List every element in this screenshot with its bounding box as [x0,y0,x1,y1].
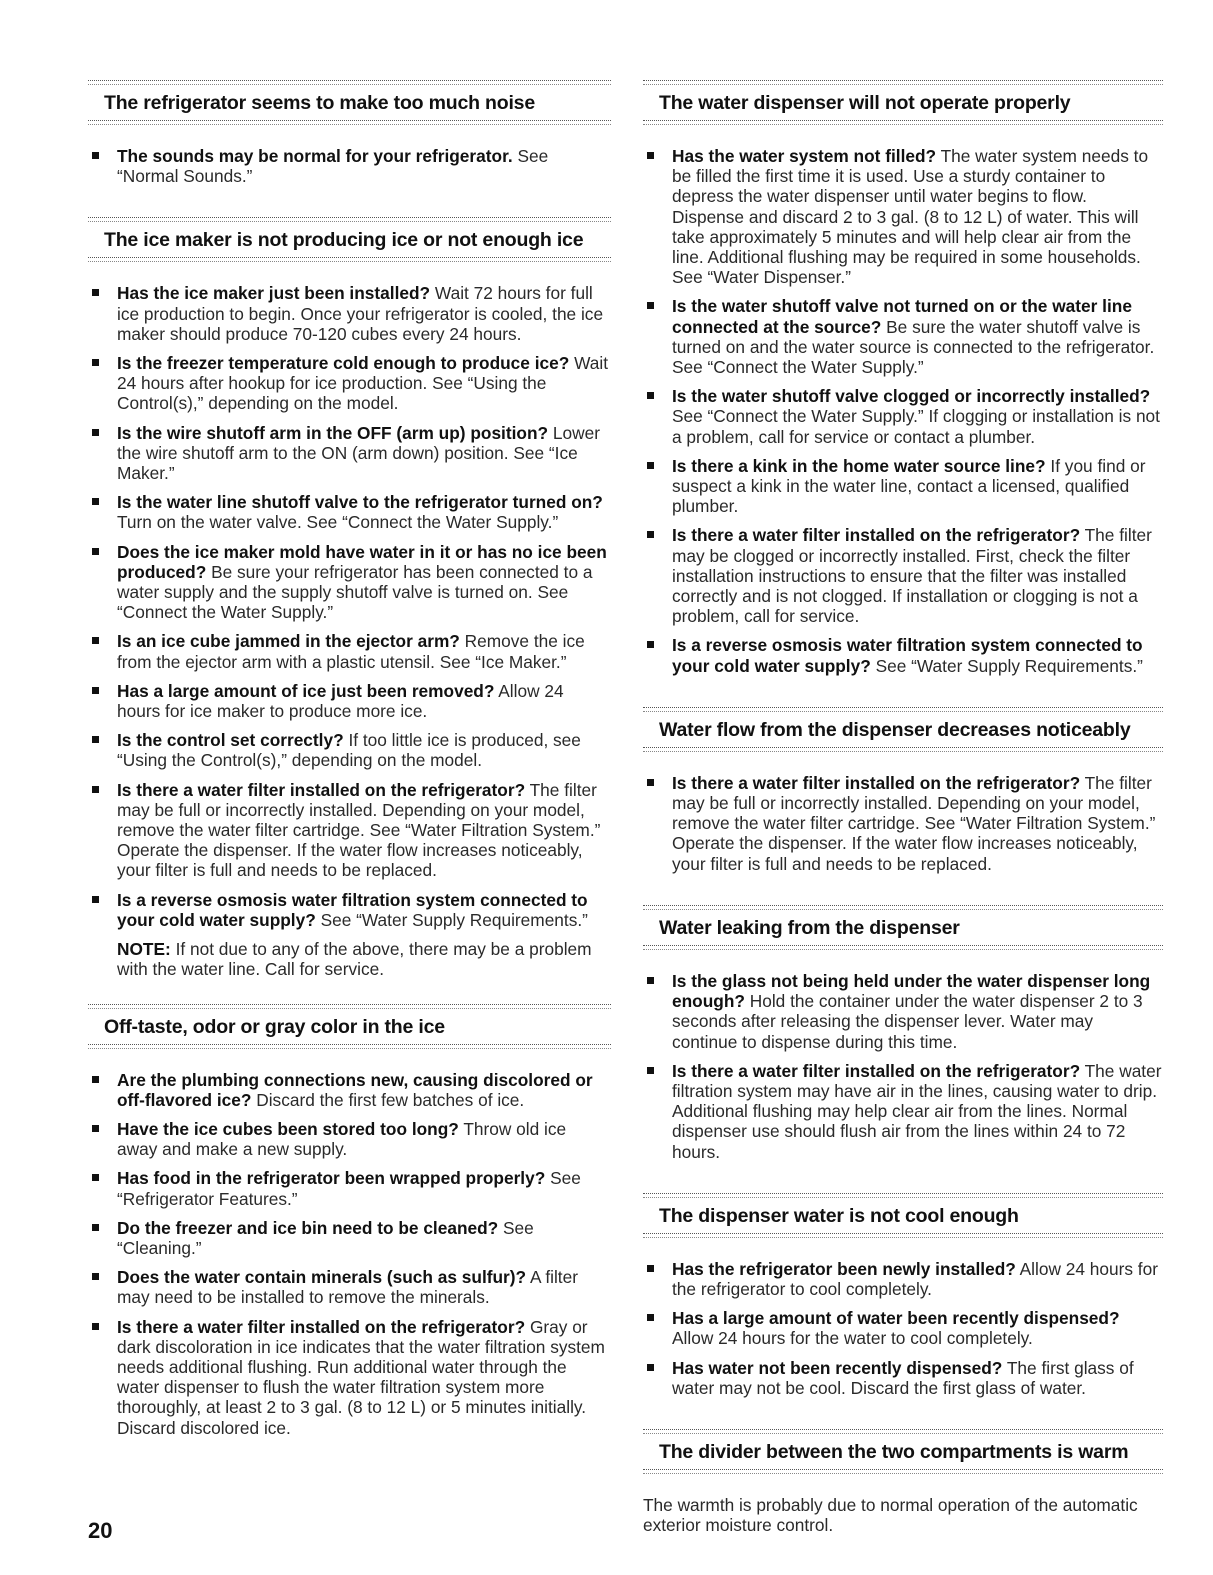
answer: Discard the first few batches of ice. [251,1089,525,1110]
note-text: If not due to any of the above, there may be a problem with the water line. Call for service. [117,939,592,980]
answer: The filter may be clogged or incorrectly installed. First, check the filter installation instructions to ensure that the filter was installed correctly and is not clogged. If installation or clogging is not a problem, call for service. [672,525,1152,627]
question: Is there a water filter installed on the refrigerator? [672,772,1081,793]
list-item [88,730,611,770]
question: Has the refrigerator been newly installed? [672,1258,1016,1279]
answer: Turn on the water valve. See “Connect the Water Supply.” [117,512,559,533]
bullet-icon [647,779,654,786]
section-flow-decreases [643,699,1163,874]
answer: Hold the container under the water dispenser 2 to 3 seconds after releasing the dispenser lever. Water may continue to dispense during this time. [672,991,1143,1052]
section-title: Off-taste, odor or gray color in the ice [104,1015,445,1038]
list-item [88,681,611,721]
answer: See “Cleaning.” [117,1217,534,1258]
answer: Allow 24 hours for the water to cool completely. [672,1328,1033,1349]
section-header [88,996,611,1056]
question: Is the control set correctly? [117,730,344,751]
answer: The first glass of water may not be cool. Discard the first glass of water. [672,1357,1134,1398]
section-title: Water leaking from the dispenser [659,916,960,939]
page-number: 20 [88,1518,113,1543]
divider [643,747,1163,752]
question: Has the water system not filled? [672,146,937,166]
list-item [643,1259,1163,1299]
section-header [643,1421,1163,1481]
bullet-icon [647,462,654,469]
list-item [88,780,611,881]
list-item [643,1358,1163,1398]
answer: Gray or dark discoloration in ice indicates that the water filtration system needs additional flushing. Run additional water through the water dispenser to flush the water filtration system more thoroughly, at least 2 to 3 gal. (8 to 12 L) or 5 minutes initially. Discard discolored ice. [117,1316,605,1438]
list-item [88,1168,611,1208]
left-column [88,72,611,1447]
question: Has a large amount of ice just been removed? [117,680,495,701]
answer: Throw old ice away and make a new supply. [117,1118,567,1160]
list-item [88,542,611,623]
bullet-icon [647,1265,654,1272]
list-item [643,773,1163,874]
section-title: Water flow from the dispenser decreases noticeably [659,718,1131,741]
answer: Allow 24 hours for the refrigerator to cool completely. [672,1258,1158,1299]
answer: See “Water Supply Requirements.” [315,909,588,930]
question: Has water not been recently dispensed? [672,1357,1003,1378]
section-title: The refrigerator seems to make too much noise [104,92,535,114]
answer: See “Refrigerator Features.” [117,1168,581,1209]
question: Do the freezer and ice bin need to be cleaned? [117,1217,499,1238]
answer: Be sure your refrigerator has been connected to a water supply and the supply shutoff valve is turned on. See “Connect the Water Supply.” [117,561,593,623]
list-item [88,631,611,671]
bullet-icon [92,687,99,694]
question: Is there a water filter installed on the refrigerator? [672,525,1081,546]
list-item [643,296,1163,377]
bullet-icon [92,736,99,743]
section-header [643,72,1163,132]
section-dispenser-not-operate [643,72,1163,676]
answer: The filter may be full or incorrectly installed. Depending on your model, remove the water filter cartridge. See “Water Filtration System.” Operate the dispenser. If the water flow increases noticeably, your filter is full and needs to be replaced. [117,779,601,881]
bullet-icon [92,152,99,159]
section-title: The dispenser water is not cool enough [659,1204,1019,1227]
bullet-icon [92,498,99,505]
section-off-taste [88,996,611,1438]
question: Is there a water filter installed on the refrigerator? [117,1316,526,1337]
list-item [88,890,611,930]
bullet-icon [92,637,99,644]
question: Has a large amount of water been recently dispensed? [672,1308,1120,1329]
list-item [643,1061,1163,1162]
bullet-icon [92,896,99,903]
list-item [88,283,611,344]
bullet-icon [92,429,99,436]
bullet-icon [647,302,654,309]
question: Has food in the refrigerator been wrapped properly? [117,1168,546,1189]
section-header [88,209,611,269]
note [88,939,611,979]
question: Is a reverse osmosis water filtration system connected to your cold water supply? [672,635,1143,676]
divider [88,120,611,125]
list-item [643,525,1163,626]
question: Is the wire shutoff arm in the OFF (arm up) position? [117,422,549,443]
section-divider-warm [643,1421,1163,1535]
list-item [88,353,611,414]
answer: Wait 24 hours after hookup for ice production. See “Using the Control(s),” depending on the model. [117,353,609,414]
list-item [88,1119,611,1159]
note-label: NOTE: [117,939,171,960]
section-header [88,72,611,132]
answer: See “Normal Sounds.” [117,146,549,187]
question: Is there a water filter installed on the refrigerator? [672,1060,1081,1081]
section-noise [88,72,611,186]
question: Is an ice cube jammed in the ejector arm? [117,631,460,652]
bullet-icon [92,1174,99,1181]
bullet-icon [647,1314,654,1321]
bullet-icon [92,289,99,296]
right-column [643,72,1163,1535]
question: Is the freezer temperature cold enough to produce ice? [117,353,570,374]
list-item [88,423,611,484]
question: Is there a kink in the home water source line? [672,455,1046,476]
answer: See “Connect the Water Supply.” If clogging or installation is not a problem, call for service or contact a plumber. [672,406,1160,447]
question: Does the water contain minerals (such as sulfur)? [117,1267,527,1288]
answer: Be sure the water shutoff valve is turned on and the water source is connected to the refrigerator. See “Connect the Water Supply.” [672,316,1155,378]
list-item [88,1317,611,1438]
divider [643,120,1163,125]
bullet-icon [647,392,654,399]
question: The sounds may be normal for your refrigerator. [117,146,513,166]
bullet-icon [92,548,99,555]
divider [643,1233,1163,1238]
paragraph: The warmth is probably due to normal operation of the automatic exterior moisture control. [643,1494,1138,1536]
bullet-icon [647,1364,654,1371]
bullet-icon [647,641,654,648]
bullet-icon [92,1076,99,1083]
answer: If too little ice is produced, see “Using the Control(s),” depending on the model. [117,730,581,771]
list-item [643,146,1163,287]
section-header [643,897,1163,957]
list-item [88,1218,611,1258]
bullet-icon [92,1273,99,1280]
question: Does the ice maker mold have water in it or has no ice been produced? [117,541,607,582]
divider [88,257,611,262]
bullet-icon [92,1323,99,1330]
bullet-icon [92,786,99,793]
answer: A filter may need to be installed to remove the minerals. [117,1267,578,1308]
question: Is the water shutoff valve not turned on or the water line connected at the source? [672,296,1132,337]
bullet-icon [647,977,654,984]
section-header [643,1185,1163,1245]
answer: The filter may be full or incorrectly installed. Depending on your model, remove the water filter cartridge. See “Water Filtration System.” Operate the dispenser. If the water flow increases noticeably, your filter is full and needs to be replaced. [672,772,1156,874]
answer: See “Water Supply Requirements.” [870,655,1143,676]
bullet-icon [92,1125,99,1132]
answer: The water filtration system may have air in the lines, causing water to drip. Additional flushing may help clear air from the lines. Normal dispenser use should flush air from the lines within 24 to 72 hours. [672,1060,1162,1162]
divider [643,1469,1163,1474]
list-item [643,386,1163,447]
answer: Wait 72 hours for full ice production to begin. Once your refrigerator is cooled, the ice maker should produce 70-120 cubes every 24 hours. [117,283,604,344]
divider [88,1044,611,1049]
section-leaking [643,897,1163,1162]
list-item [88,1267,611,1307]
list-item [643,1308,1163,1348]
section-header [643,699,1163,759]
question: Has the ice maker just been installed? [117,283,431,304]
answer: Remove the ice from the ejector arm with a plastic utensil. See “Ice Maker.” [117,631,585,672]
bullet-icon [647,1067,654,1074]
question: Have the ice cubes been stored too long? [117,1118,459,1139]
question: Is a reverse osmosis water filtration system connected to your cold water supply? [117,889,588,930]
answer: Lower the wire shutoff arm to the ON (arm down) position. See “Ice Maker.” [117,422,600,484]
list-item [643,971,1163,1052]
section-not-cool [643,1185,1163,1398]
list-item [88,1070,611,1110]
bullet-icon [647,152,654,159]
answer: If you find or suspect a kink in the water line, contact a licensed, qualified plumber. [672,455,1146,517]
section-title: The ice maker is not producing ice or not enough ice [104,229,584,252]
question: Is there a water filter installed on the refrigerator? [117,779,526,800]
list-item [643,456,1163,517]
question: Is the glass not being held under the water dispenser long enough? [672,970,1151,1012]
list-item [88,146,611,186]
section-title: The water dispenser will not operate properly [659,92,1071,114]
question: Is the water line shutoff valve to the refrigerator turned on? [117,492,603,513]
section-ice-maker [88,209,611,979]
bullet-icon [92,1224,99,1231]
section-title: The divider between the two compartments is warm [659,1440,1129,1463]
list-item [643,635,1163,675]
question: Are the plumbing connections new, causing discolored or off-flavored ice? [117,1069,593,1110]
divider [643,945,1163,950]
bullet-icon [92,359,99,366]
bullet-icon [647,531,654,538]
list-item [88,492,611,532]
answer: Allow 24 hours for ice maker to produce more ice. [117,680,564,722]
answer: The water system needs to be filled the first time it is used. Use a sturdy container to depress the water dispenser until water begins to flow. Dispense and discard 2 to 3 gal. (8 to 12 L) of water. This will take approximately 5 minutes and will help clear air from the line. Additional flushing may be required in some households. See “Water Dispenser.” [672,146,1149,288]
question: Is the water shutoff valve clogged or incorrectly installed? [672,386,1151,407]
